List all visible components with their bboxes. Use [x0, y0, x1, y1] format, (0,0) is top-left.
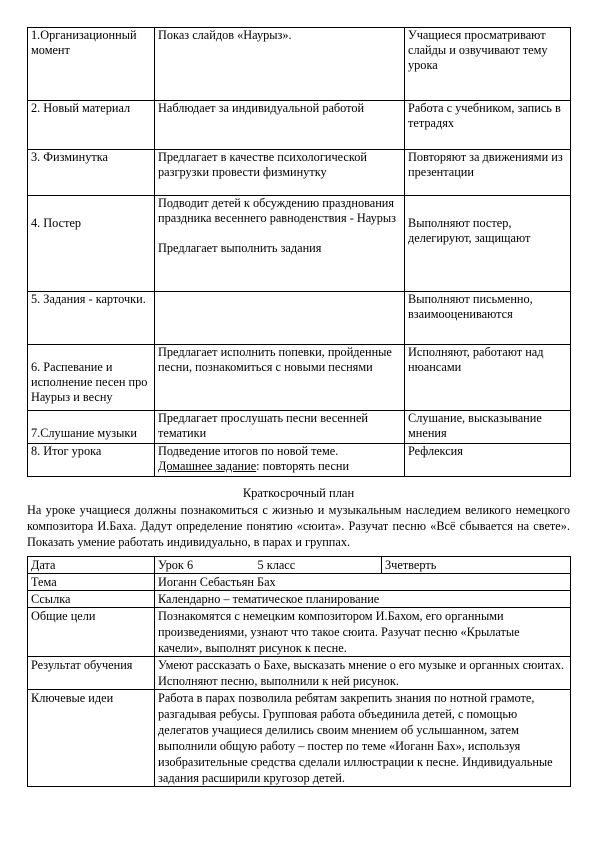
teacher-text: Подводит детей к обсуждению празднования праздника весеннего равноденствия - Наурыз: [158, 196, 397, 225]
stage-row: [28, 345, 571, 411]
plan-row: [28, 608, 571, 657]
plan-title: Краткосрочный план: [242, 486, 355, 500]
short-term-plan-table: [27, 556, 571, 787]
students-cell: Слушание, высказывание мнения: [405, 411, 571, 444]
stage-cell: [28, 411, 155, 444]
plan-row-label: Ключевые идеи: [28, 690, 155, 787]
students-cell: Работа с учебником, запись в тетрадях: [405, 101, 571, 150]
plan-row: [28, 591, 571, 608]
plan-row-date: [28, 557, 571, 574]
homework-label: Домашнее задание: [158, 459, 257, 473]
stage-cell: 3. Физминутка: [28, 150, 155, 196]
plan-row-value: Познакомятся с немецким композитором И.Бахом, его органными произведениями, узнают что такое сюита. Разучат песню «Крылатые качели», выполнят рисунок к песне.: [155, 608, 571, 657]
stage-row: [28, 28, 571, 101]
teacher-cell: [155, 196, 405, 292]
stage-label: 6. Распевание и исполнение песен про Наурыз и весну: [31, 360, 148, 404]
stage-row: [28, 101, 571, 150]
lesson-number: Урок 6: [155, 557, 255, 574]
plan-row: [28, 690, 571, 787]
plan-row-label: Общие цели: [28, 608, 155, 657]
quarter: 3четверть: [382, 557, 571, 574]
teacher-cell: Предлагает исполнить попевки, пройденные песни, познакомиться с новыми песнями: [155, 345, 405, 411]
stage-row: [28, 150, 571, 196]
stage-row: [28, 292, 571, 345]
teacher-cell: Предлагает прослушать песни весенней тематики: [155, 411, 405, 444]
stage-row: [28, 196, 571, 292]
plan-row-label: Тема: [28, 574, 155, 591]
date-label: Дата: [28, 557, 155, 574]
plan-row: [28, 657, 571, 690]
teacher-text: Подведение итогов по новой теме.: [158, 444, 339, 458]
stage-label: 4. Постер: [31, 216, 82, 230]
teacher-cell: Показ слайдов «Наурыз».: [155, 28, 405, 101]
teacher-text: Предлагает выполнить задания: [158, 241, 322, 255]
students-text: Выполняют постер, делегируют, защищают: [408, 216, 531, 245]
students-cell: Выполняют письменно, взаимооцениваются: [405, 292, 571, 345]
teacher-cell: [155, 292, 405, 345]
lesson-stages-table: [27, 27, 571, 477]
students-cell: Исполняют, работают над нюансами: [405, 345, 571, 411]
stage-cell: 1.Организационный момент: [28, 28, 155, 101]
plan-row-label: Результат обучения: [28, 657, 155, 690]
teacher-cell: Предлагает в качестве психологической разгрузки провести физминутку: [155, 150, 405, 196]
plan-row-value: Иоганн Себастьян Бах: [155, 574, 571, 591]
stage-cell: 2. Новый материал: [28, 101, 155, 150]
plan-row: [28, 574, 571, 591]
stage-cell: [28, 345, 155, 411]
stage-label: 7.Слушание музыки: [31, 426, 137, 440]
teacher-cell: [155, 444, 405, 477]
students-cell: Рефлексия: [405, 444, 571, 477]
stage-cell: [28, 196, 155, 292]
stage-cell: 5. Задания - карточки.: [28, 292, 155, 345]
plan-row-value: Календарно – тематическое планирование: [155, 591, 571, 608]
students-cell: Повторяют за движениями из презентации: [405, 150, 571, 196]
stage-row: [28, 411, 571, 444]
students-cell: Учащиеся просматривают слайды и озвучивают тему урока: [405, 28, 571, 101]
plan-intro: На уроке учащиеся должны познакомиться с жизнью и музыкальным наследием великого немецкого композитора И.Баха. Дадут определение понятию «сюита». Разучат песню «Всё сбывается на свете». Показать умение работать индивидуально, в парах и группах.: [27, 503, 570, 549]
stage-cell: 8. Итог урока: [28, 444, 155, 477]
plan-row-value: Умеют рассказать о Бахе, высказать мнение о его музыке и органных сюитах. Исполняют песню, выполнили к ней рисунок.: [155, 657, 571, 690]
homework-text: : повторять песни: [256, 459, 350, 473]
stage-row: [28, 444, 571, 477]
plan-row-value: Работа в парах позволила ребятам закрепить знания по нотной грамоте, разгадывая ребусы. Групповая работа объединила детей, с помощью делегатов учащиеся делились своим мнением об услышанном, затем выполнили общую работу – постер по теме «Иоганн Бах», используя изобразительные средства сделали иллюстрации к песне. Индивидуальные задания расширили кругозор детей.: [155, 690, 571, 787]
teacher-cell: Наблюдает за индивидуальной работой: [155, 101, 405, 150]
students-cell: [405, 196, 571, 292]
grade: 5 класс: [255, 557, 382, 574]
plan-row-label: Ссылка: [28, 591, 155, 608]
